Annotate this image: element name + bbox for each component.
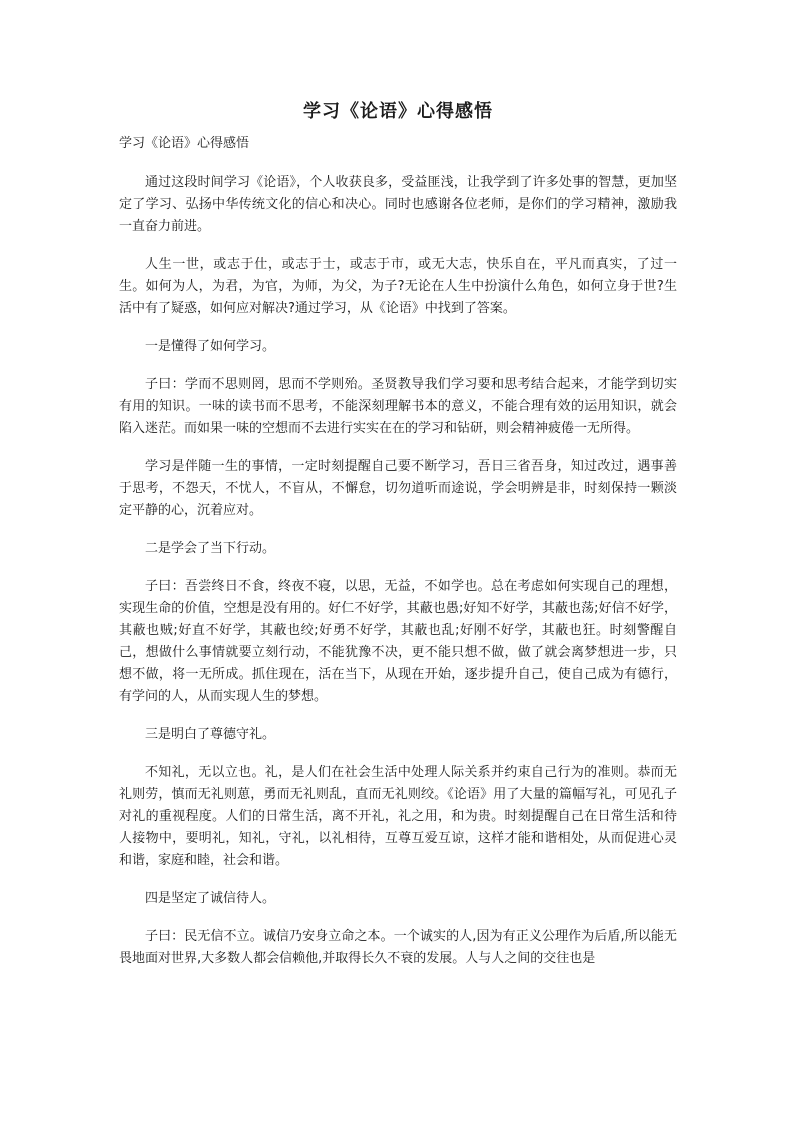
paragraph-action: 子曰：吾尝终日不食，终夜不寝，以思，无益，不如学也。总在考虑如何实现自己的理想，实现生命的价值，空想是没有用的。好仁不好学，其蔽也愚;好知不好学，其蔽也荡;好信不好学，其蔽也贼;好直不好学，其蔽也绞;好勇不好学，其蔽也乱;好刚不好学，其蔽也狂。时刻警醒自己，想做什么事情就要立刻行动，不能犹豫不决，更不能只想不做，做了就会离梦想进一步，只想不做，将一无所成。抓住现在，活在当下，从现在开始，逐步提升自己，使自己成为有德行，有学问的人，从而实现人生的梦想。 bbox=[119, 579, 677, 704]
paragraph-learning-1: 子曰：学而不思则罔，思而不学则殆。圣贤教导我们学习要和思考结合起来，才能学到切实有用的知识。一味的读书而不思考，不能深刻理解书本的意义，不能合理有效的运用知识，就会陷入迷茫。而如果一味的空想而不去进行实实在在的学习和钻研，则会精神疲倦一无所得。 bbox=[119, 377, 677, 436]
document-subtitle: 学习《论语》心得感悟 bbox=[119, 136, 250, 151]
section-heading-etiquette: 三是明白了尊德守礼。 bbox=[145, 727, 276, 742]
paragraph-life: 人生一世，或志于仕，或志于士，或志于市，或无大志，快乐自在，平凡而真实，了过一生。如何为人，为君，为官，为师，为父，为子?无论在人生中扮演什么角色，如何立身于世?生活中有了疑惑，如何应对解决?通过学习，从《论语》中找到了答案。 bbox=[119, 257, 677, 316]
section-heading-honesty: 四是坚定了诚信待人。 bbox=[145, 891, 276, 906]
paragraph-intro: 通过这段时间学习《论语》，个人收获良多，受益匪浅，让我学到了许多处事的智慧，更加坚定了学习、弘扬中华传统文化的信心和决心。同时也感谢各位老师，是你们的学习精神，激励我一直奋力前进。 bbox=[119, 175, 677, 234]
paragraph-learning-2: 学习是伴随一生的事情，一定时刻提醒自己要不断学习，吾日三省吾身，知过改过，遇事善于思考，不怨天，不忧人，不盲从，不懈怠，切勿道听而途说，学会明辨是非，时刻保持一颗淡定平静的心，沉着应对。 bbox=[119, 459, 677, 518]
paragraph-honesty: 子曰：民无信不立。诚信乃安身立命之本。一个诚实的人,因为有正义公理作为后盾,所以能无畏地面对世界,大多数人都会信赖他,并取得长久不衰的发展。人与人之间的交往也是 bbox=[119, 929, 677, 966]
paragraph-etiquette: 不知礼，无以立也。礼，是人们在社会生活中处理人际关系并约束自己行为的准则。恭而无礼则劳，慎而无礼则葸，勇而无礼则乱，直而无礼则绞。《论语》用了大量的篇幅写礼，可见孔子对礼的重视程度。人们的日常生活，离不开礼，礼之用，和为贵。时刻提醒自己在日常生活和待人接物中，要明礼，知礼，守礼，以礼相待，互尊互爱互谅，这样才能和谐相处，从而促进心灵和谐，家庭和睦，社会和谐。 bbox=[119, 765, 677, 868]
document-title: 学习《论语》心得感悟 bbox=[303, 101, 493, 122]
section-heading-action: 二是学会了当下行动。 bbox=[145, 541, 276, 556]
document-page bbox=[119, 100, 677, 986]
section-heading-learning: 一是懂得了如何学习。 bbox=[145, 339, 276, 354]
